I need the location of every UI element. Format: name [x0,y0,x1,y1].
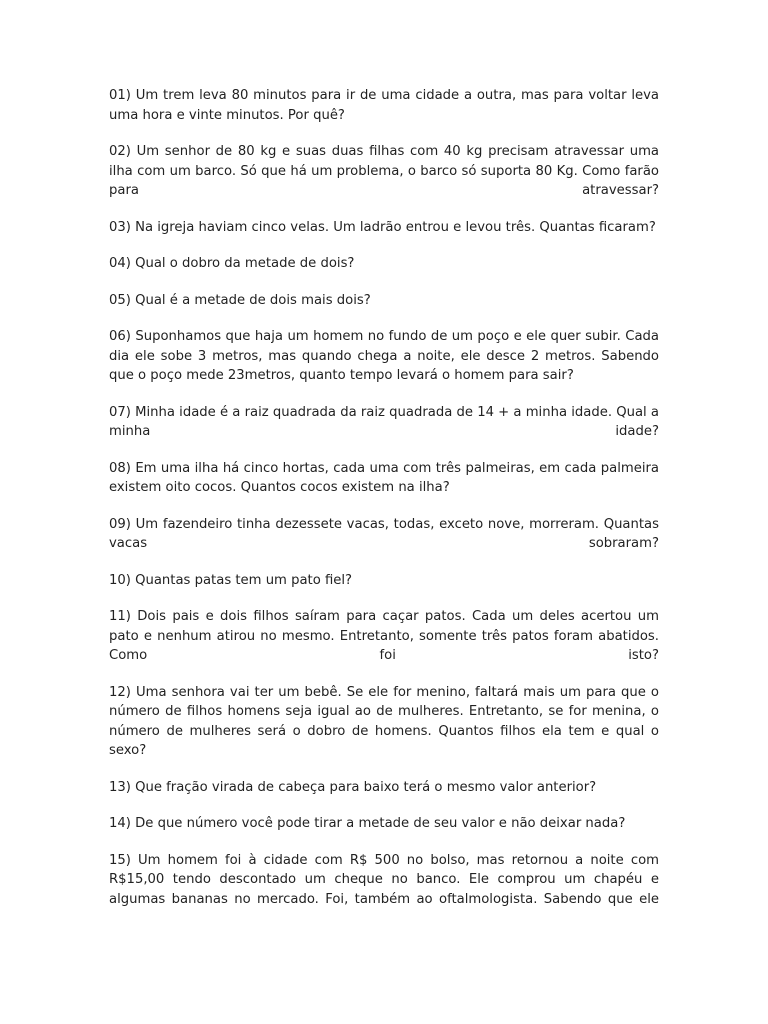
question-02: 02) Um senhor de 80 kg e suas duas filhas com 40 kg precisam atravessar uma ilha com um barco. Só que há um problema, o barco só suporta 80 Kg. Como farão para atravessar? [109,144,659,198]
question-03: 03) Na igreja haviam cinco velas. Um ladrão entrou e levou três. Quantas ficaram? [109,219,656,235]
question-07: 07) Minha idade é a raiz quadrada da raiz quadrada de 14 + a minha idade. Qual a minha idade? [109,404,659,439]
question-12: 12) Uma senhora vai ter um bebê. Se ele for menino, faltará mais um para que o número de filhos homens seja igual ao de mulheres. Entretanto, se for menina, o número de mulheres será o dobro de homens. Quantos filhos ela tem e qual o sexo? [109,684,659,758]
question-04: 04) Qual o dobro da metade de dois? [109,256,355,271]
question-08: 08) Em uma ilha há cinco hortas, cada uma com três palmeiras, em cada palmeira existem oito cocos. Quantos cocos existem na ilha? [109,460,659,495]
question-05: 05) Qual é a metade de dois mais dois? [109,292,371,308]
question-14: 14) De que número você pode tirar a metade de seu valor e não deixar nada? [109,816,626,831]
question-15: 15) Um homem foi à cidade com R$ 500 no bolso, mas retornou a noite com R$15,00 tendo descontado um cheque no banco. Ele comprou um chapéu e algumas bananas no mercado. Foi, também ao oftalmologista. Sabendo que ele [109,852,659,907]
question-11: 11) Dois pais e dois filhos saíram para caçar patos. Cada um deles acertou um pato e nenhum atirou no mesmo. Entretanto, somente três patos foram abatidos. Como foi isto? [109,609,659,663]
question-09: 09) Um fazendeiro tinha dezessete vacas, todas, exceto nove, morreram. Quantas vacas sobraram? [109,516,659,551]
question-13: 13) Que fração virada de cabeça para baixo terá o mesmo valor anterior? [109,779,597,795]
question-10: 10) Quantas patas tem um pato fiel? [109,572,353,588]
document-page [109,86,659,926]
question-01: 01) Um trem leva 80 minutos para ir de uma cidade a outra, mas para voltar leva uma hora e vinte minutos. Por quê? [109,88,659,123]
question-06: 06) Suponhamos que haja um homem no fundo de um poço e ele quer subir. Cada dia ele sobe 3 metros, mas quando chega a noite, ele desce 2 metros. Sabendo que o poço mede 23metros, quanto tempo levará o homem para sair? [109,329,659,383]
